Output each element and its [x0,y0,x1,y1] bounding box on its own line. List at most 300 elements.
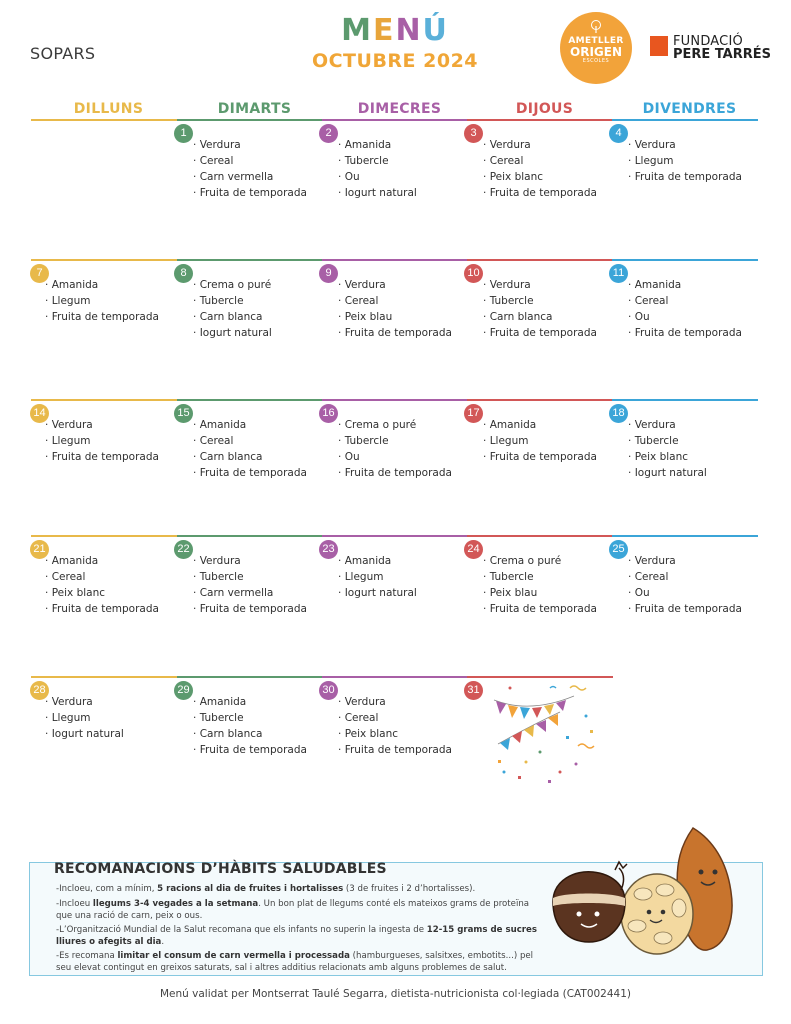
recommendation-highlight: llegums 3-4 vegades a la setmana [92,899,259,909]
menu-item [193,601,307,617]
day-header-dimecres: DIMECRES [357,101,442,117]
menu-item [628,309,742,325]
menu-item [628,569,742,585]
bullet: · [483,327,490,339]
recommendation-text: -Incloeu, com a mínim, [56,884,158,894]
recommendation-text: . [161,937,165,947]
menu-item [483,185,597,201]
bullet: · [338,295,345,307]
menu-item [45,694,124,710]
menu-items-list [338,694,452,758]
menu-item-text: Fruita de temporada [489,327,597,339]
menu-item-text: Verdura [199,139,241,151]
menu-item [338,309,452,325]
title-block [300,14,490,72]
menu-item-text: Fruita de temporada [344,467,452,479]
menu-item [483,293,597,309]
menu-item-text: Peix blau [344,311,393,323]
recommendation-paragraph [56,883,546,895]
bullet: · [483,587,490,599]
menu-item [338,277,452,293]
day-divider [612,535,758,537]
recommendation-paragraph [56,924,546,948]
menu-item [483,277,597,293]
menu-items-list [193,277,272,341]
bullet: · [338,171,345,183]
bullet: · [338,327,345,339]
menu-item [628,293,742,309]
day-header-dijous: DIJOUS [515,101,574,117]
menu-item-text: Tubercle [489,295,534,307]
menu-item-text: Fruita de temporada [199,467,307,479]
bullet: · [483,155,490,167]
recommendation-paragraph [56,950,546,974]
menu-item-text: Peix blanc [634,451,689,463]
menu-item-text: Amanida [51,555,99,567]
menu-item-text: Amanida [199,696,247,708]
menu-item [628,465,707,481]
day-number-badge: 7 [30,264,49,283]
menu-item [483,553,597,569]
menu-item [193,553,307,569]
menu-items-list [193,553,307,617]
menu-item [193,325,272,341]
day-number-badge: 1 [174,124,193,143]
bullet: · [193,311,200,323]
menu-item [483,309,597,325]
food-characters-illustration [545,822,745,972]
menu-item-text: Tubercle [489,571,534,583]
menu-title-letter: E [372,13,396,48]
menu-item-text: Verdura [634,139,676,151]
bullet: · [193,696,200,708]
day-divider [612,259,758,261]
menu-items-list [628,553,742,617]
menu-item [193,569,307,585]
menu-items-list [338,137,417,201]
meal-label: SOPARS [30,44,96,63]
day-number-badge: 31 [464,681,483,700]
menu-item-text: Fruita de temporada [634,327,742,339]
bullet: · [193,295,200,307]
bullet: · [628,139,635,151]
bullet: · [338,587,345,599]
menu-item-text: Cereal [199,155,234,167]
menu-item [193,153,307,169]
logo2-line2: PERE TARRÉS [673,47,772,62]
logo-line1: AMETLLER [568,36,624,46]
menu-item [193,694,307,710]
menu-item [193,185,307,201]
day-header-dilluns: DILLUNS [73,101,144,117]
menu-item-text: Verdura [199,555,241,567]
bullet: · [338,419,345,431]
menu-item [45,585,159,601]
menu-item [483,153,597,169]
bullet: · [483,435,490,447]
bullet: · [338,311,345,323]
menu-item [45,553,159,569]
menu-item [45,417,159,433]
menu-item-text: Llegum [634,155,674,167]
bullet: · [45,311,52,323]
menu-item-text: Amanida [199,419,247,431]
bullet: · [483,295,490,307]
bullet: · [338,696,345,708]
menu-item-text: Carn blanca [199,451,263,463]
bullet: · [45,435,52,447]
bullet: · [193,571,200,583]
day-divider [177,535,323,537]
bullet: · [193,327,200,339]
bullet: · [45,712,52,724]
day-number-badge: 30 [319,681,338,700]
menu-item-text: Ou [344,171,360,183]
recommendation-highlight: 12-15 grams de sucres lliures o afegits al dia [56,925,537,947]
menu-items-list [193,137,307,201]
day-number-badge: 23 [319,540,338,559]
menu-item [45,601,159,617]
menu-item-text: Cereal [199,435,234,447]
menu-item [338,553,417,569]
day-divider [177,259,323,261]
menu-item [483,585,597,601]
footer-validation: Menú validat per Montserrat Taulé Segarra, dietista-nutricionista col·legiada (CAT002441) [159,988,632,1000]
day-number-badge: 22 [174,540,193,559]
bullet: · [483,311,490,323]
menu-item [628,153,742,169]
bullet: · [193,603,200,615]
day-divider [322,676,468,678]
bullet: · [45,451,52,463]
menu-item [628,137,742,153]
menu-item [338,325,452,341]
bullet: · [193,279,200,291]
menu-items-list [628,277,742,341]
menu-item [193,465,307,481]
menu-item-text: Carn blanca [199,311,263,323]
menu-item [193,449,307,465]
menu-items-list [338,553,417,601]
bullet: · [193,171,200,183]
ametller-origen-logo [560,12,632,84]
day-divider [31,119,177,121]
bullet: · [338,728,345,740]
menu-item [193,726,307,742]
day-divider [31,676,177,678]
day-divider [612,119,758,121]
menu-item [193,742,307,758]
logo2-line1: FUNDACIÓ [673,34,743,49]
menu-item-text: Amanida [634,279,682,291]
menu-item [628,325,742,341]
recommendation-text: (hamburgueses, salsitxes, embotits...) pel seu elevat contingut en greixos saturats, sal i altres additius relacionats amb alguns problemes de salut. [56,951,534,973]
day-number-badge: 14 [30,404,49,423]
menu-item [628,277,742,293]
menu-item-text: Fruita de temporada [634,171,742,183]
menu-item-text: Tubercle [199,571,244,583]
day-number-badge: 16 [319,404,338,423]
day-divider [31,399,177,401]
menu-items-list [45,417,159,465]
day-divider [322,399,468,401]
bullet: · [193,467,200,479]
menu-item-text: Carn vermella [199,587,274,599]
menu-item-text: Fruita de temporada [344,327,452,339]
day-number-badge: 25 [609,540,628,559]
bullet: · [193,419,200,431]
day-divider [322,259,468,261]
bullet: · [193,587,200,599]
logo-line2: ORIGEN [570,45,622,59]
menu-title-letter: N [395,13,423,48]
bullet: · [628,279,635,291]
menu-item-text: Ou [634,587,650,599]
bullet: · [483,451,490,463]
menu-item [193,293,272,309]
menu-item-text: Tubercle [344,155,389,167]
bullet: · [45,571,52,583]
day-number-badge: 24 [464,540,483,559]
day-divider [322,535,468,537]
menu-item [483,417,597,433]
menu-item-text: Peix blanc [51,587,106,599]
day-divider [467,399,613,401]
menu-item [338,185,417,201]
bullet: · [483,279,490,291]
menu-item [338,169,417,185]
menu-item [338,742,452,758]
day-divider [177,676,323,678]
menu-item [483,601,597,617]
bullet: · [628,295,635,307]
day-divider [177,399,323,401]
menu-item-text: Verdura [51,419,93,431]
menu-item-text: Carn vermella [199,171,274,183]
menu-item [483,449,597,465]
menu-item [45,293,159,309]
menu-item [628,553,742,569]
bullet: · [338,555,345,567]
menu-item-text: Cereal [344,295,379,307]
bullet: · [338,744,345,756]
menu-item [338,153,417,169]
menu-item [45,710,124,726]
bullet: · [628,571,635,583]
bullet: · [338,155,345,167]
menu-item-text: Ou [344,451,360,463]
bullet: · [338,451,345,463]
menu-item [338,433,452,449]
bullet: · [338,467,345,479]
bullet: · [628,171,635,183]
menu-item [628,417,707,433]
menu-item-text: Iogurt natural [634,467,707,479]
menu-item-text: Llegum [489,435,529,447]
bullet: · [338,435,345,447]
day-number-badge: 15 [174,404,193,423]
menu-item-text: Verdura [344,279,386,291]
menu-item-text: Crema o puré [344,419,417,431]
recommendation-text: -L’Organització Mundial de la Salut recomana que els infants no superin la ingesta de [56,925,427,935]
bullet: · [45,419,52,431]
recommendation-text: -Es recomana [56,951,118,961]
menu-item [338,585,417,601]
menu-item [193,433,307,449]
party-bunting-icon [490,676,610,788]
menu-item-text: Peix blanc [344,728,399,740]
menu-item-text: Carn blanca [489,311,553,323]
menu-item [193,137,307,153]
menu-item [45,309,159,325]
tree-icon [589,20,603,34]
menu-item [45,726,124,742]
bullet: · [628,327,635,339]
menu-item-text: Carn blanca [199,728,263,740]
bullet: · [338,187,345,199]
menu-items-list [483,277,597,341]
menu-items-list [628,137,742,185]
menu-item-text: Ou [634,311,650,323]
menu-item-text: Fruita de temporada [344,744,452,756]
bullet: · [483,571,490,583]
day-number-badge: 10 [464,264,483,283]
menu-item [483,569,597,585]
bullet: · [628,435,635,447]
menu-item [338,694,452,710]
menu-item [338,137,417,153]
menu-item-text: Fruita de temporada [489,451,597,463]
menu-item [483,433,597,449]
menu-items-list [483,553,597,617]
day-divider [177,119,323,121]
day-number-badge: 21 [30,540,49,559]
menu-item [193,277,272,293]
menu-item [45,277,159,293]
menu-item-text: Tubercle [634,435,679,447]
day-divider [467,119,613,121]
menu-item-text: Cereal [489,155,524,167]
menu-item [338,465,452,481]
day-divider [467,259,613,261]
menu-item [628,169,742,185]
bullet: · [483,187,490,199]
bullet: · [338,139,345,151]
logo-line3: ESCOLES [582,58,610,64]
menu-item [338,417,452,433]
menu-item-text: Verdura [344,696,386,708]
bullet: · [193,187,200,199]
bullet: · [45,295,52,307]
menu-item-text: Cereal [51,571,86,583]
bullet: · [628,311,635,323]
menu-item [483,325,597,341]
menu-item-text: Verdura [489,139,531,151]
menu-item [483,169,597,185]
day-divider [467,535,613,537]
menu-item-text: Verdura [634,419,676,431]
day-number-badge: 2 [319,124,338,143]
bullet: · [338,571,345,583]
day-divider [31,535,177,537]
bullet: · [483,555,490,567]
recommendation-paragraph [56,898,546,922]
menu-item [193,585,307,601]
menu-item-text: Verdura [489,279,531,291]
menu-items-list [483,137,597,201]
menu-items-list [338,417,452,481]
menu-item-text: Llegum [344,571,384,583]
recommendation-text: . Un bon plat de llegums conté els mateixos grams de proteïna que una ració de carn, peix o ous. [56,899,530,921]
menu-item [628,449,707,465]
menu-item [483,137,597,153]
bullet: · [45,696,52,708]
menu-item-text: Fruita de temporada [51,451,159,463]
menu-item [193,309,272,325]
menu-item [45,569,159,585]
day-number-badge: 9 [319,264,338,283]
recommendations-title: RECOMANACIONS D’HÀBITS SALUDABLES [54,861,387,877]
menu-item [338,710,452,726]
day-number-badge: 8 [174,264,193,283]
bullet: · [628,419,635,431]
menu-item [628,601,742,617]
day-number-badge: 17 [464,404,483,423]
recommendation-text: (3 de fruites i 2 d’hortalisses). [343,884,476,894]
menu-item-text: Amanida [489,419,537,431]
recommendation-highlight: limitar el consum de carn vermella i processada [117,951,350,961]
bullet: · [338,712,345,724]
recommendation-text: -Incloeu [56,899,93,909]
menu-item-text: Amanida [344,139,392,151]
menu-item-text: Tubercle [344,435,389,447]
menu-item-text: Iogurt natural [344,187,417,199]
day-header-divendres: DIVENDRES [642,101,737,117]
menu-item-text: Amanida [344,555,392,567]
bullet: · [193,555,200,567]
bullet: · [193,712,200,724]
menu-items-list [338,277,452,341]
bullet: · [193,139,200,151]
menu-item [45,449,159,465]
menu-item [338,726,452,742]
menu-item [628,433,707,449]
menu-item-text: Amanida [51,279,99,291]
menu-item-text: Fruita de temporada [199,744,307,756]
day-number-badge: 4 [609,124,628,143]
bullet: · [193,435,200,447]
menu-items-list [193,694,307,758]
menu-item-text: Fruita de temporada [199,603,307,615]
day-divider [322,119,468,121]
menu-item-text: Tubercle [199,295,244,307]
bullet: · [193,451,200,463]
menu-item-text: Crema o puré [199,279,272,291]
day-number-badge: 3 [464,124,483,143]
bullet: · [193,728,200,740]
bullet: · [628,587,635,599]
menu-items-list [45,694,124,742]
menu-item-text: Tubercle [199,712,244,724]
bullet: · [193,155,200,167]
day-number-badge: 18 [609,404,628,423]
menu-item-text: Fruita de temporada [199,187,307,199]
day-number-badge: 11 [609,264,628,283]
menu-item-text: Cereal [634,571,669,583]
bullet: · [483,171,490,183]
menu-item-text: Llegum [51,712,91,724]
bullet: · [628,603,635,615]
